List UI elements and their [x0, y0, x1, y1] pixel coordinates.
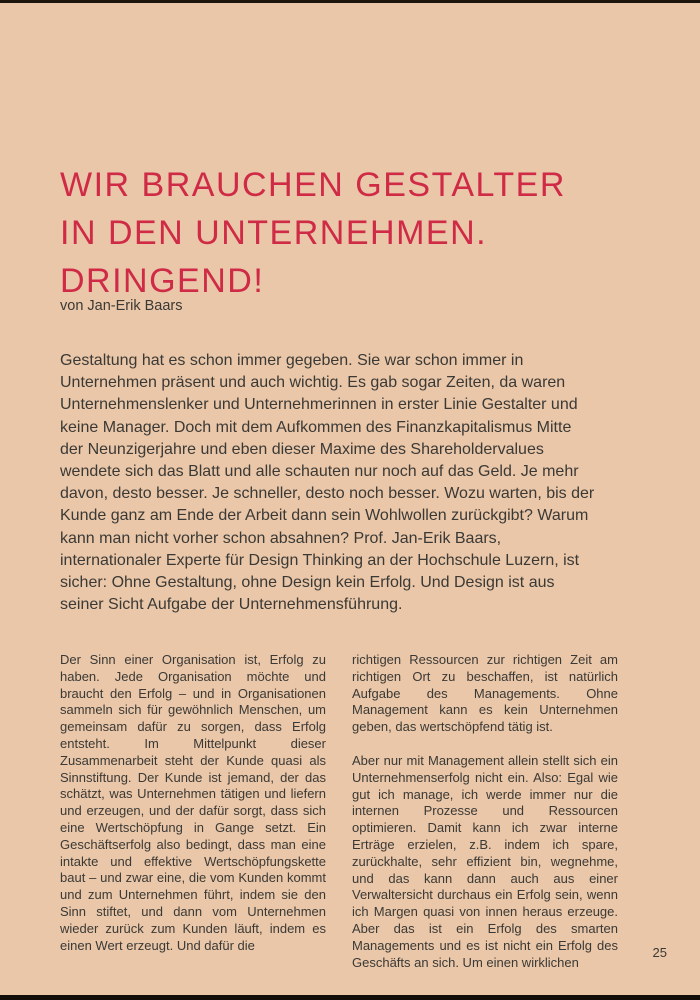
article-body	[60, 652, 618, 971]
article-title-line-1: WIR BRAUCHEN GESTALTER	[60, 165, 566, 204]
article-title	[60, 161, 566, 305]
page-top-edge	[0, 0, 700, 3]
body-paragraph: Der Sinn einer Organisation ist, Erfolg zu haben. Jede Organisation möchte und braucht den Erfolg – und in Organisationen sammeln sich für gewöhnlich Menschen, um gemeinsam dafür zu sorgen, dass Erfolg entsteht. Im Mittelpunkt dieser Zusammenarbeit steht der Kunde quasi als Sinnstiftung. Der Kunde ist jemand, der das schätzt, was Unternehmen tätigen und liefern und erzeugen, und der dafür sorgt, dass sich eine Wertschöpfung in Gange setzt. Ein Geschäftserfolg also bedingt, dass man eine intakte und effektive Wertschöpfungskette baut – und zwar eine, die vom Kunden kommt und zum Unternehmen führt, indem sie den Sinn stiftet, und dann vom Unternehmen wieder zurück zum Kunden läuft, indem es einen Wert erzeugt. Und dafür die	[60, 652, 326, 953]
body-paragraph: richtigen Ressourcen zur richtigen Zeit am richtigen Ort zu beschaffen, ist natürlich Aufgabe des Managements. Ohne Management kann es kein Unternehmen geben, das wertschöpfend tätig ist.	[352, 652, 618, 735]
article-title-line-3: DRINGEND!	[60, 261, 265, 300]
article-byline: von Jan-Erik Baars	[60, 298, 183, 314]
body-column-right	[352, 652, 618, 971]
article-intro-paragraph: Gestaltung hat es schon immer gegeben. Sie war schon immer in Unternehmen präsent und auch wichtig. Es gab sogar Zeiten, da waren Unternehmenslenker und Unternehmerinnen in erster Linie Gestalter und keine Manager. Doch mit dem Aufkommen des Finanzkapitalismus Mitte der Neunzigerjahre und eben dieser Maxime des Shareholdervalues wendete sich das Blatt und alle schauten nur noch auf das Geld. Je mehr davon, desto besser. Je schneller, desto noch besser. Wozu warten, bis der Kunde ganz am Ende der Arbeit dann sein Wohlwollen zurückgibt? Warum kann man nicht vorher schon absahnen? Prof. Jan-Erik Baars, internationaler Experte für Design Thinking an der Hochschule Luzern, ist sicher: Ohne Gestaltung, ohne Design kein Erfolg. Und Design ist aus seiner Sicht Aufgabe der Unternehmensführung.	[60, 352, 595, 614]
body-paragraph: Aber nur mit Management allein stellt sich ein Unternehmenserfolg nicht ein. Also: Egal wie gut ich manage, ich werde immer nur die internen Prozesse und Ressourcen optimieren. Damit kann ich zwar interne Erträge erzielen, z.B. indem ich spare, zurückhalte, sehr effizient bin, wegnehme, und das kann dann auch aus einer Verwaltersicht durchaus ein Erfolg sein, wenn ich Margen quasi von innen heraus erzeuge. Aber das ist ein Erfolg des smarten Managements und es ist nicht ein Erfolg des Geschäfts an sich. Um einen wirklichen	[352, 752, 618, 970]
body-column-left	[60, 652, 326, 971]
page-number: 25	[652, 945, 667, 960]
article-title-line-2: IN DEN UNTERNEHMEN.	[60, 213, 488, 252]
page-bottom-edge	[0, 995, 700, 1000]
